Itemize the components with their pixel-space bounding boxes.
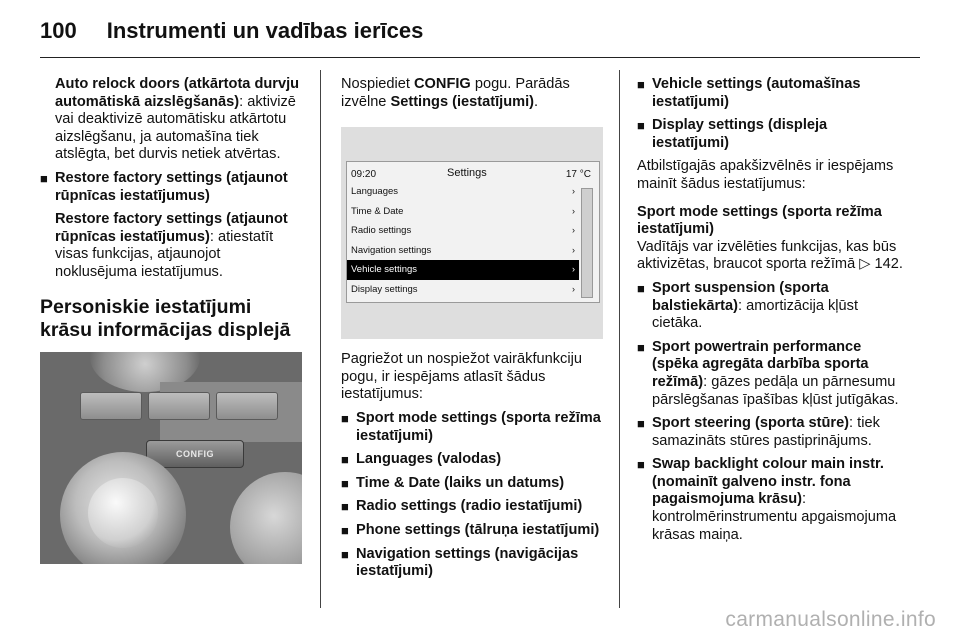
option-term: Swap backlight colour main instr. (nomainīt galveno instr. fona pagaismojuma krāsu): [652, 456, 884, 508]
chevron-right-icon: ›: [572, 225, 575, 236]
list-item: [341, 475, 603, 493]
settings-screen-image: [341, 127, 603, 339]
bullet-square-icon: ■: [637, 416, 645, 432]
page-ref-icon: ▷: [859, 256, 875, 273]
list-item: [637, 339, 905, 409]
option-desc: : tiek samazināts stūres pastiprinājums.: [652, 415, 880, 449]
sport-options-list: [637, 280, 905, 544]
screen-menu-item: [347, 241, 579, 261]
panel-button-image: [148, 392, 210, 420]
option-desc: : amortizācija kļūst cietāka.: [652, 297, 859, 332]
bullet-square-icon: ■: [637, 118, 645, 134]
list-item: [637, 415, 905, 450]
screen-menu-label: Radio settings: [351, 225, 412, 237]
config-button-image: CONFIG: [146, 440, 244, 468]
bullet-square-icon: ■: [341, 546, 349, 562]
screen-menu-label: Vehicle settings: [351, 264, 418, 276]
column-divider: [320, 70, 321, 608]
paragraph-sport-mode: [637, 239, 905, 274]
text-run: pogu. Parādās izvēlne: [341, 76, 570, 110]
list-item: [637, 456, 905, 544]
option-desc: : kontrolmērinstrumentu apgaismojuma krāsas maiņa.: [652, 491, 897, 543]
term-auto-relock: Auto relock doors (atkārtota durvju automātiskā aizslēgšanās): [55, 76, 300, 110]
screen-menu-item: [347, 260, 579, 280]
list-item: [637, 76, 905, 111]
config-term: CONFIG: [414, 76, 471, 92]
text-run: Vadītājs var izvēlēties funkcijas, kas būs aktivizētas, braucot sporta režīmā: [637, 238, 897, 273]
list-item-label: Languages (valodas): [356, 451, 502, 468]
screen-menu-item: [347, 280, 579, 300]
bullet-square-icon: ■: [341, 522, 349, 538]
settings-term: Settings (iestatījumi): [390, 93, 535, 110]
screen-menu-label: Display settings: [351, 283, 418, 295]
bullet-square-icon: ■: [341, 499, 349, 515]
screen-menu-label: Languages: [351, 186, 399, 198]
paragraph-auto-relock: [40, 76, 305, 164]
bullet-square-icon: ■: [637, 77, 645, 92]
bullet-restore-factory: [40, 170, 305, 205]
list-item-label: Phone settings (tālruņa iestatījumi): [356, 521, 600, 538]
paragraph-submenus: Atbilstīgajās apakšizvēlnēs ir iespējams mainīt šādus iestatījumus:: [637, 158, 894, 192]
option-term: Sport powertrain performance (spēka agregāta darbība sporta režīmā): [652, 338, 869, 390]
page-header: [40, 18, 423, 50]
screen-menu-label: Time & Date: [351, 205, 404, 217]
list-item: [637, 280, 905, 333]
bullet-square-icon: ■: [341, 410, 349, 426]
option-desc: : gāzes pedāļa un pārnesumu pārslēgšanas īpašības kļūst jutīgākas.: [652, 373, 899, 408]
bullet-square-icon: ■: [637, 457, 645, 473]
list-item: [341, 451, 603, 469]
page-title: Instrumenti un vadības ierīces: [106, 18, 424, 43]
sub-heading: Sport mode settings (sporta režīma iestatījumi): [637, 203, 882, 238]
page-number: 100: [40, 18, 77, 43]
chevron-right-icon: ›: [572, 264, 575, 275]
list-item-label: Display settings (displeja iestatījumi): [652, 117, 828, 151]
screen-temperature: 17 °C: [565, 169, 591, 181]
panel-button-image: [80, 392, 142, 420]
column-divider: [619, 70, 620, 608]
bullet-square-icon: ■: [341, 452, 349, 468]
screen-menu-label: Navigation settings: [351, 244, 432, 256]
list-item: [341, 498, 603, 516]
column-3: [637, 76, 905, 550]
screen-time: 09:20: [351, 169, 377, 181]
option-term: Sport suspension (sporta balstiekārta): [652, 279, 829, 314]
paragraph-press-config: [341, 76, 603, 111]
knob-center-image: [88, 478, 158, 548]
right-knob-image: [230, 472, 302, 564]
chevron-right-icon: ›: [572, 205, 575, 216]
option-term: Sport steering (sporta stūre): [652, 415, 850, 432]
display-screen: [346, 161, 600, 303]
text-run: Nospiediet: [341, 76, 415, 92]
term-restore-factory: Restore factory settings (atjaunot rūpnīcas iestatījumus): [55, 211, 288, 245]
screen-scrollbar: [581, 188, 593, 298]
bullet-square-icon: ■: [637, 280, 645, 296]
bullet-label: Restore factory settings (atjaunot rūpnīcas iestatījumus): [55, 169, 288, 204]
paragraph-select: Pagriežot un nospiežot vairākfunkciju pogu, ir iespējams atlasīt šādus iestatījumus:: [341, 351, 582, 403]
screen-menu-list: [347, 182, 599, 299]
bullet-square-icon: ■: [341, 475, 349, 491]
desc-restore-factory: : atiestatīt visas funkcijas, atjaunojot noklusējuma iestatījumus.: [55, 228, 274, 280]
screen-title: Settings: [447, 167, 487, 180]
chevron-right-icon: ›: [572, 283, 575, 294]
list-item-label: Vehicle settings (automašīnas iestatījumi): [652, 76, 861, 110]
list-item: [341, 410, 603, 445]
bullet-square-icon: ■: [40, 170, 48, 186]
paragraph-restore-factory: [40, 211, 305, 281]
settings-bullet-list: [341, 410, 603, 581]
column-2: [341, 76, 603, 587]
list-item: [341, 522, 603, 540]
watermark: carmanualsonline.info: [725, 608, 936, 631]
screen-menu-item: [347, 182, 579, 202]
panel-button-image: [216, 392, 278, 420]
header-rule: [40, 57, 920, 58]
section-heading: Personiskie iestatījumi krāsu informācijas displejā: [40, 295, 291, 341]
chevron-right-icon: ›: [572, 186, 575, 197]
chevron-right-icon: ›: [572, 244, 575, 255]
list-item-label: Time & Date (laiks un datums): [356, 474, 565, 491]
list-item-label: Sport mode settings (sporta režīma iestatījumi): [356, 409, 601, 444]
text-run: .: [534, 93, 539, 110]
list-item: [637, 117, 905, 152]
screen-header: [347, 162, 599, 182]
bullet-square-icon: ■: [637, 339, 645, 355]
settings-bullet-list-cont: [637, 76, 905, 152]
desc-auto-relock: : aktivizē vai deaktivizē automātisku atkārtotu aizslēgšanu, ja automašīna tiek atslēgta, bet durvis netiek atvērtas.: [55, 93, 296, 163]
control-panel-photo: [40, 352, 302, 564]
list-item-label: Navigation settings (navigācijas iestatījumi): [356, 545, 579, 580]
screen-menu-item: [347, 202, 579, 222]
screen-menu-item: [347, 221, 579, 241]
column-1: [40, 76, 305, 564]
list-item: [341, 546, 603, 581]
page-ref: 142.: [874, 256, 903, 273]
list-item-label: Radio settings (radio iestatījumi): [356, 498, 583, 515]
